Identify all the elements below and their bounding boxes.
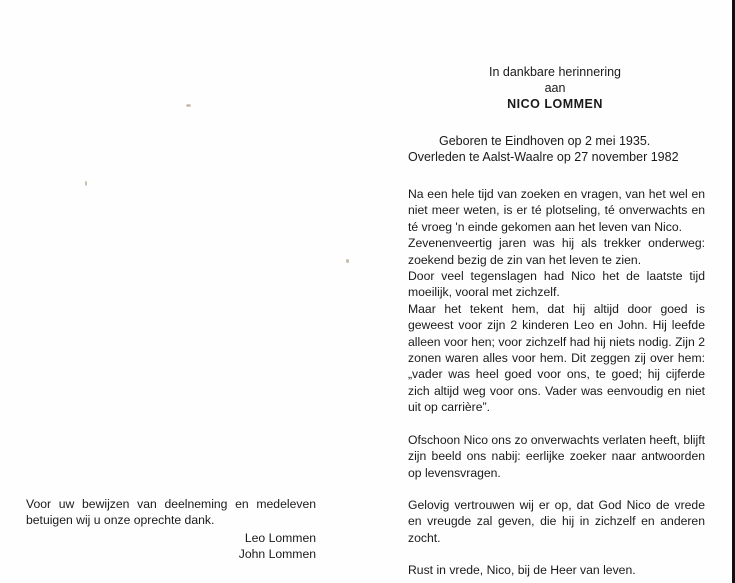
death-line: Overleden te Aalst-Waalre op 27 november 1982 [408,150,679,164]
memorial-text [408,186,705,579]
header-line-2: aan [544,81,566,95]
paper-speck [85,181,87,186]
paragraph: Maar het tekent hem, dat hij altijd door goed is geweest voor zijn 2 kinderen Leo en John. Hij leefde alleen voor hen; voor zichzelf had hij niets nodig. Zijn 2 zonen waren alles voor hem. Dit zeggen zij over hem: „vader was heel goed voor ons, te goed; hij cijferde zich altijd weg voor ons. Vader was eenvoudig en niet uit op carrière”. [408,301,705,415]
life-dates [408,133,679,165]
signer-name: Leo Lommen [244,531,316,545]
paragraph: Ofschoon Nico ons zo onverwachts verlaten heeft, blijft zijn beeld ons nabij: eerlijke zoeker naar antwoorden op levensvragen. [408,432,705,480]
signer-name: John Lommen [238,547,316,562]
signers [210,530,316,563]
header-line-1: In dankbare herinnering [488,65,622,79]
paper-speck [346,259,349,263]
paragraph: Zevenenveertig jaren was hij als trekker onderweg: zoekend bezig de zin van het leven te zien. [408,236,705,267]
thanks-text: Voor uw bewijzen van deelneming en medeleven betuigen wij u onze oprechte dank. [26,497,316,528]
deceased-name: NICO LOMMEN [507,97,603,111]
paragraph: Na een hele tijd van zoeken en vragen, van het wel en niet meer weten, is er té plotseling, té onverwachts en té vroeg 'n einde gekomen aan het leven van Nico. [408,187,705,234]
birth-line: Geboren te Eindhoven op 2 mei 1935. [439,134,651,148]
memorial-header [400,64,710,112]
paragraph: Gelovig vertrouwen wij er op, dat God Nico de vrede en vreugde zal geven, die hij in zichzelf en anderen zocht. [408,497,705,545]
paper-speck [186,104,191,107]
paragraph: Rust in vrede, Nico, bij de Heer van leven. [408,563,636,578]
paragraph: Door veel tegenslagen had Nico het de laatste tijd moeilijk, vooral met zichzelf. [408,269,705,300]
